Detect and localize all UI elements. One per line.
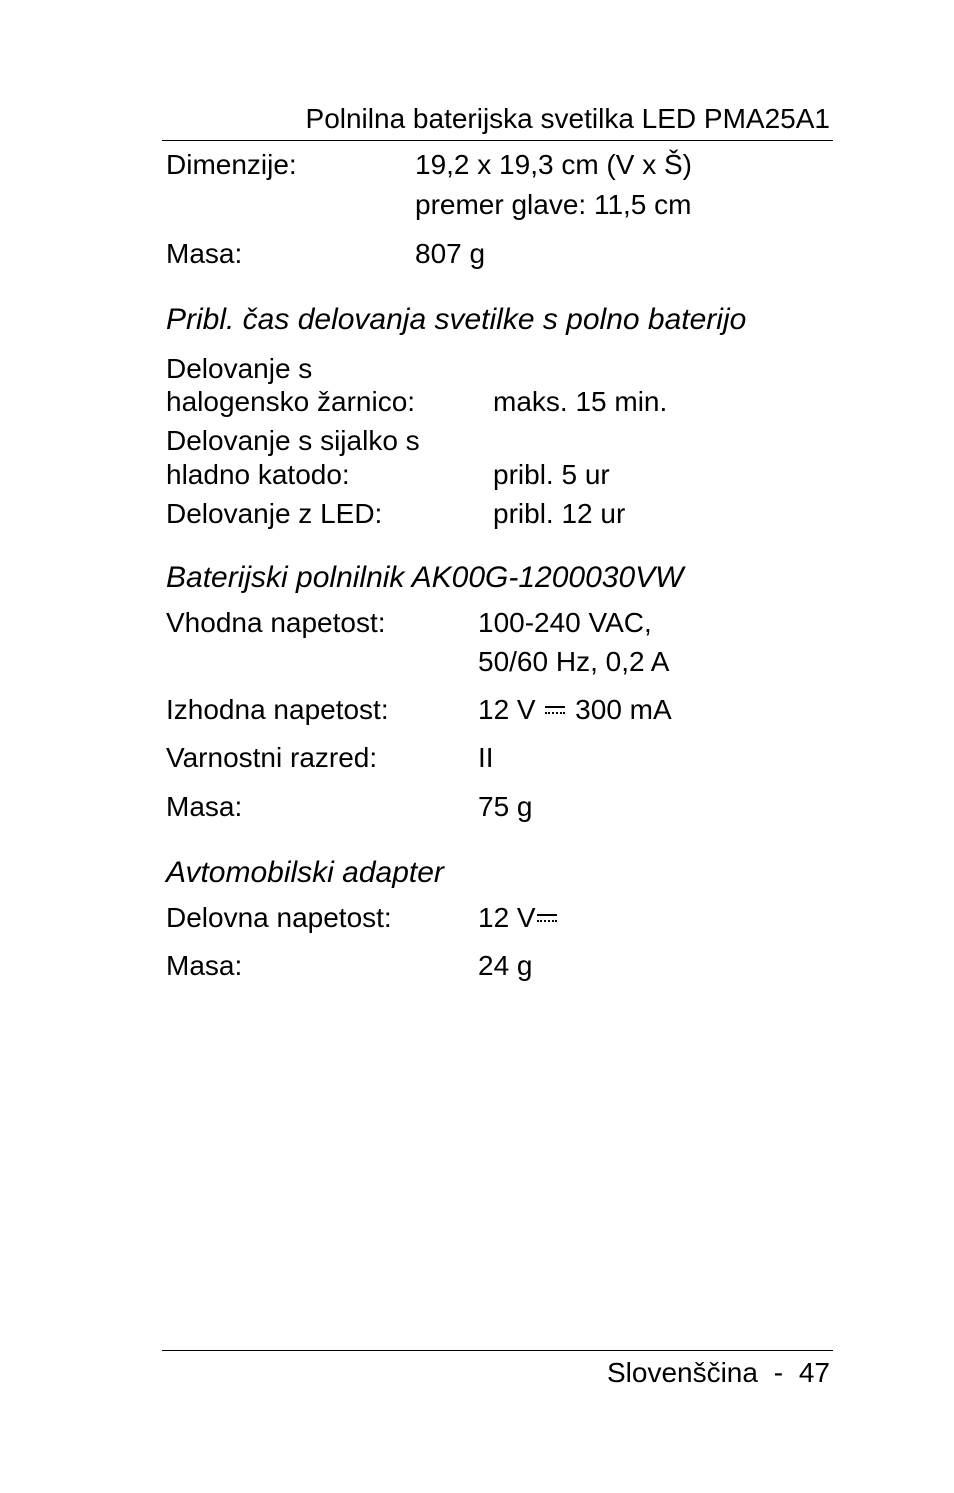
- footer-language: Slovenščina: [606, 1357, 758, 1388]
- output-voltage-volts: 12 V: [478, 694, 536, 725]
- output-voltage-current: 300 mA: [575, 694, 672, 725]
- operating-voltage-label: Delovna napetost:: [166, 902, 392, 933]
- car-adapter-mass-label: Masa:: [166, 950, 243, 981]
- footer-separator: -: [773, 1357, 784, 1388]
- direct-current-icon: [545, 703, 565, 717]
- led-label: Delovanje z LED:: [166, 498, 383, 529]
- halogen-label-2: halogensko žarnico:: [166, 386, 416, 417]
- mass-label: Masa:: [166, 238, 243, 269]
- page-number: 47: [798, 1357, 830, 1388]
- safety-class-value: II: [478, 742, 494, 773]
- halogen-value: maks. 15 min.: [493, 386, 668, 417]
- safety-class-label: Varnostni razred:: [166, 742, 378, 773]
- input-voltage-value-2: 50/60 Hz, 0,2 A: [478, 646, 670, 677]
- footer-rule: [162, 1350, 833, 1351]
- car-adapter-mass-value: 24 g: [478, 950, 533, 981]
- runtime-heading: Pribl. čas delovanja svetilke s polno baterijo: [166, 303, 747, 336]
- charger-heading: Baterijski polnilnik AK00G-1200030VW: [166, 561, 684, 594]
- output-voltage-label: Izhodna napetost:: [166, 694, 389, 725]
- mass-value: 807 g: [415, 238, 486, 269]
- direct-current-icon: [537, 911, 557, 925]
- halogen-label-1: Delovanje s: [166, 353, 313, 384]
- ccfl-label-1: Delovanje s sijalko s: [166, 425, 420, 456]
- charger-mass-label: Masa:: [166, 791, 243, 822]
- page-footer: [607, 1357, 830, 1389]
- output-voltage-value: [478, 696, 672, 724]
- ccfl-label-2: hladno katodo:: [166, 459, 350, 490]
- ccfl-value: pribl. 5 ur: [493, 459, 610, 490]
- operating-voltage-value: [478, 904, 559, 932]
- charger-mass-value: 75 g: [478, 791, 533, 822]
- operating-voltage-volts: 12 V: [478, 902, 536, 933]
- dimensions-value-1: 19,2 x 19,3 cm (V x Š): [415, 149, 692, 180]
- led-value: pribl. 12 ur: [493, 498, 626, 529]
- header-title: Polnilna baterijska svetilka LED PMA25A1: [305, 103, 830, 134]
- dimensions-value-2: premer glave: 11,5 cm: [415, 189, 692, 220]
- header-rule: [162, 140, 833, 141]
- car-adapter-heading: Avtomobilski adapter: [166, 856, 444, 889]
- input-voltage-label: Vhodna napetost:: [166, 607, 386, 638]
- input-voltage-value-1: 100-240 VAC,: [478, 607, 652, 638]
- dimensions-label: Dimenzije:: [166, 149, 297, 180]
